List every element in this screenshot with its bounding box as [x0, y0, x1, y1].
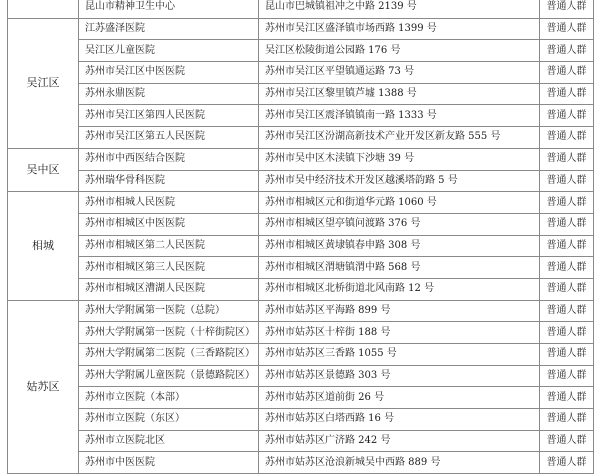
population-cell: 普通人群: [540, 430, 594, 452]
district-cell: [8, 0, 79, 18]
address-cell: 苏州市姑苏区沧浪新城吴中西路 889 号: [259, 452, 540, 474]
address-cell: 苏州市吴江区黎里镇芦墟 1388 号: [259, 83, 540, 105]
hospital-name-cell: 苏州市立医院北区: [79, 430, 259, 452]
address-cell: 吴江区松陵街道公园路 176 号: [259, 40, 540, 62]
table-row: [8, 213, 594, 235]
table-row: [8, 344, 594, 366]
hospital-name-cell: 苏州大学附属第一医院（总院）: [79, 300, 259, 322]
hospital-name-cell: 苏州大学附属第二医院（三香路院区）: [79, 344, 259, 366]
hospital-name-cell: 苏州市相城区第二人民医院: [79, 235, 259, 257]
district-cell: 吴江区: [8, 18, 79, 148]
table-row: [8, 148, 594, 170]
table-row: [8, 387, 594, 409]
district-cell: 吴中区: [8, 148, 79, 191]
table-row: [8, 18, 594, 40]
address-cell: 昆山市巴城镇祖冲之中路 2139 号: [259, 0, 540, 18]
hospital-name-cell: 吴江区儿童医院: [79, 40, 259, 62]
hospital-name-cell: 苏州瑞华骨科医院: [79, 170, 259, 192]
address-cell: 苏州市姑苏区广济路 242 号: [259, 430, 540, 452]
population-cell: 普通人群: [540, 257, 594, 279]
address-cell: 苏州市姑苏区道前街 26 号: [259, 387, 540, 409]
population-cell: 普通人群: [540, 127, 594, 149]
table-row: [8, 0, 594, 18]
address-cell: 苏州市吴江区盛泽镇市场西路 1399 号: [259, 18, 540, 40]
population-cell: 普通人群: [540, 0, 594, 18]
address-cell: 苏州市相城区黄埭镇春申路 308 号: [259, 235, 540, 257]
address-cell: 苏州市相城区元和街道华元路 1060 号: [259, 192, 540, 214]
hospital-table: [7, 0, 594, 474]
table-row: [8, 170, 594, 192]
hospital-name-cell: 苏州大学附属第一医院（十梓街院区）: [79, 322, 259, 344]
table-row: [8, 62, 594, 84]
population-cell: 普通人群: [540, 18, 594, 40]
address-cell: 苏州市相城区北桥街道北风南路 12 号: [259, 278, 540, 300]
population-cell: 普通人群: [540, 62, 594, 84]
table-row: [8, 235, 594, 257]
population-cell: 普通人群: [540, 235, 594, 257]
table-row: [8, 300, 594, 322]
table-row: [8, 452, 594, 474]
address-cell: 苏州市相城区望亭镇问渡路 376 号: [259, 213, 540, 235]
table-row: [8, 409, 594, 431]
table-row: [8, 257, 594, 279]
hospital-name-cell: 苏州市相城区漕湖人民医院: [79, 278, 259, 300]
address-cell: 苏州市姑苏区景德路 303 号: [259, 365, 540, 387]
address-cell: 苏州市吴江区平望镇通运路 73 号: [259, 62, 540, 84]
population-cell: 普通人群: [540, 409, 594, 431]
table-row: [8, 40, 594, 62]
hospital-name-cell: 江苏盛泽医院: [79, 18, 259, 40]
hospital-name-cell: 苏州市相城区中医医院: [79, 213, 259, 235]
population-cell: 普通人群: [540, 452, 594, 474]
population-cell: 普通人群: [540, 365, 594, 387]
hospital-name-cell: 苏州大学附属儿童医院（景德路院区）: [79, 365, 259, 387]
hospital-name-cell: 苏州市中西医结合医院: [79, 148, 259, 170]
population-cell: 普通人群: [540, 192, 594, 214]
hospital-name-cell: 苏州永鼎医院: [79, 83, 259, 105]
table-row: [8, 430, 594, 452]
address-cell: 苏州市吴中区木渎镇下沙塘 39 号: [259, 148, 540, 170]
table-row: [8, 322, 594, 344]
hospital-name-cell: 苏州市吴江区第五人民医院: [79, 127, 259, 149]
population-cell: 普通人群: [540, 148, 594, 170]
table-row: [8, 192, 594, 214]
population-cell: 普通人群: [540, 322, 594, 344]
hospital-name-cell: 苏州市吴江区第四人民医院: [79, 105, 259, 127]
address-cell: 苏州市相城区渭塘镇渭中路 568 号: [259, 257, 540, 279]
hospital-name-cell: 苏州市相城区第三人民医院: [79, 257, 259, 279]
table-row: [8, 127, 594, 149]
hospital-table-body: [8, 0, 594, 474]
hospital-name-cell: 苏州市相城人民医院: [79, 192, 259, 214]
table-row: [8, 105, 594, 127]
table-row: [8, 83, 594, 105]
population-cell: 普通人群: [540, 344, 594, 366]
population-cell: 普通人群: [540, 40, 594, 62]
hospital-name-cell: 苏州市立医院（东区）: [79, 409, 259, 431]
hospital-name-cell: 苏州市立医院（本部）: [79, 387, 259, 409]
district-cell: 相城: [8, 192, 79, 300]
population-cell: 普通人群: [540, 213, 594, 235]
population-cell: 普通人群: [540, 83, 594, 105]
address-cell: 苏州市吴中经济技术开发区越溪塔韵路 5 号: [259, 170, 540, 192]
population-cell: 普通人群: [540, 300, 594, 322]
population-cell: 普通人群: [540, 170, 594, 192]
table-row: [8, 365, 594, 387]
district-cell: 姑苏区: [8, 300, 79, 474]
population-cell: 普通人群: [540, 105, 594, 127]
hospital-name-cell: 苏州市中医医院: [79, 452, 259, 474]
population-cell: 普通人群: [540, 278, 594, 300]
hospital-name-cell: 昆山市精神卫生中心: [79, 0, 259, 18]
address-cell: 苏州市吴江区汾湖高新技术产业开发区新友路 555 号: [259, 127, 540, 149]
table-row: [8, 278, 594, 300]
address-cell: 苏州市姑苏区十梓街 188 号: [259, 322, 540, 344]
address-cell: 苏州市姑苏区平海路 899 号: [259, 300, 540, 322]
address-cell: 苏州市姑苏区白塔西路 16 号: [259, 409, 540, 431]
population-cell: 普通人群: [540, 387, 594, 409]
address-cell: 苏州市吴江区震泽镇镇南一路 1333 号: [259, 105, 540, 127]
hospital-name-cell: 苏州市吴江区中医医院: [79, 62, 259, 84]
address-cell: 苏州市姑苏区三香路 1055 号: [259, 344, 540, 366]
